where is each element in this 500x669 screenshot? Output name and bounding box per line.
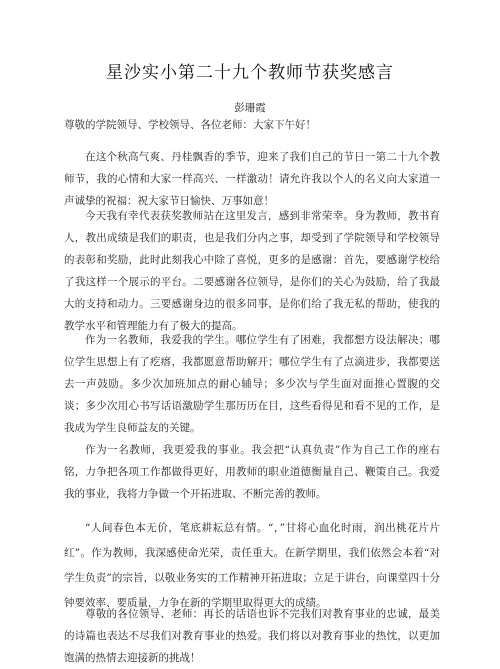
greeting-line: 尊敬的学院领导、学校领导、各位老师：大家下午好！ [64, 119, 316, 131]
document-title: 星沙实小第二十九个教师节获奖感言 [106, 63, 394, 83]
paragraph-closing: 尊敬的各位领导、老师：再长的话语也诉不完我们对教育事业的忠诚，最美的诗篇也表达不尽我们对教育事业的热爱。我们将以对教育事业的热忱，以更加饱满的热情去迎接新的挑战！ [64, 608, 440, 664]
author-name: 彭珊霞 [234, 102, 266, 114]
paragraph-students: 作为一名教师，我爱我的学生。哪位学生有了困难，我都想方设法解决；哪位学生思想上有了疙瘩，我都愿意帮助解开；哪位学生有了点滴进步，我都要送去一声鼓励。多少次加班加点的耐心辅导；多少次与学生面对面推心置腹的交谈；多少次用心书写话语激励学生那历历在目，这些看得见和看不见的工作，是我成为学生良师益友的关键。 [64, 334, 440, 434]
paragraph-festival: 在这个秋高气爽、丹桂飘香的季节，迎来了我们自己的节日一第二十九个教师节，我的心情和大家一样高兴、一样激动！请允许我以个人的名义向大家道一声诚挚的祝福：祝大家节日愉快、万事如意！ [64, 151, 440, 207]
paragraph-thanks: 今天我有幸代表获奖教师站在这里发言，感到非常荣幸。身为教师，教书育人，教出成绩是我们的职责，也是我们分内之事，却受到了学院领导和学校领导的表彰和奖励，此时此刻我心中除了喜悦，更多的是感谢：首先，要感谢学校给了我这样一个展示的平台。二要感谢各位领导，是你们的关心为鼓励，给了我最大的支持和动力。三要感谢身边的很多同事，是你们给了我无私的帮助，使我的教学水平和管理能力有了极大的提高。 [64, 210, 440, 332]
paragraph-poem: “人间春色本无价，笔底耕耘总有情。“，”甘将心血化时雨，润出桃花片片红”。作为教师，我深感使命光荣，责任重大。在新学期里，我们依然会本着“对学生负责”的宗旨，以敬业务实的工作精神开拓进取；立足于讲台，向课堂四十分钟要效率、要质量，力争在新的学期里取得更大的成绩。 [64, 522, 440, 609]
paragraph-career: 作为一名教师，我更爱我的事业。我会把“认真负责”作为自己工作的座右铭，力争把各项工作都做得更好，用教师的职业道德衡量自己、鞭策自己。我爱我的事业，我将力争做一个开拓进取、不断完善的教师。 [64, 444, 440, 500]
